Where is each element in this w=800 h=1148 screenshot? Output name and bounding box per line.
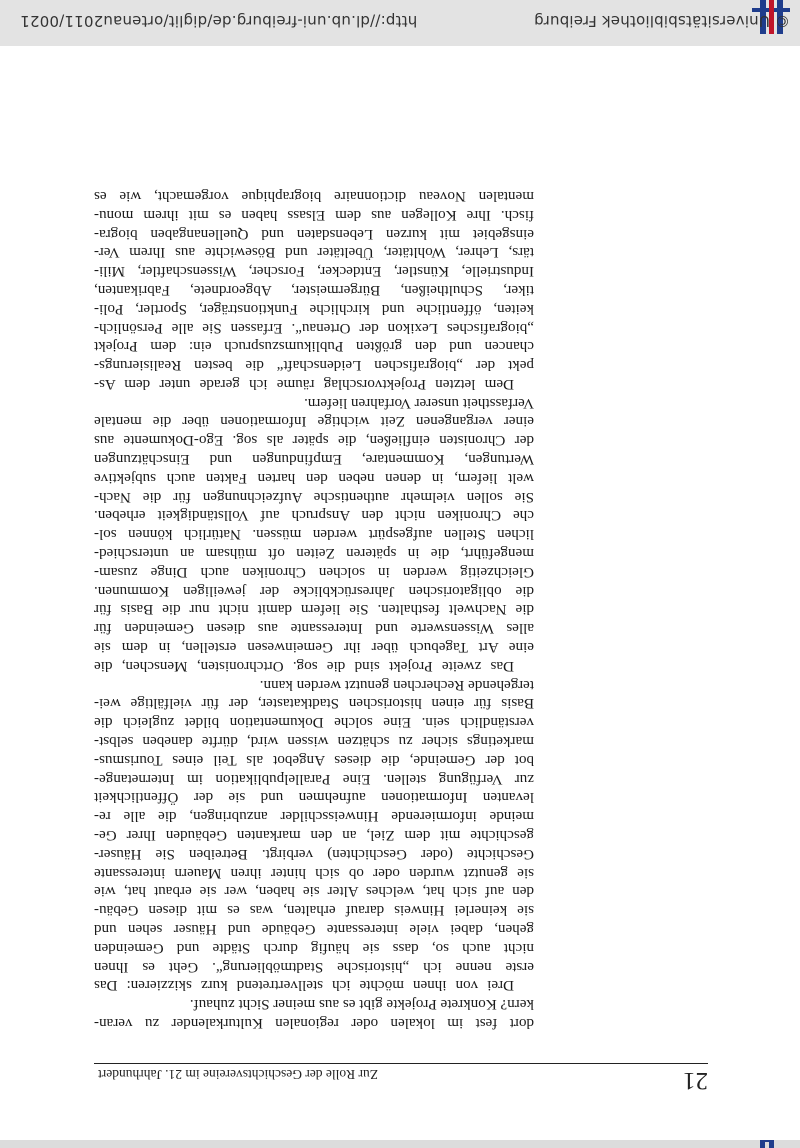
text-line: Sie sollen vielmehr authentische Aufzeichnungen für die Nach- xyxy=(94,488,534,505)
text-line: die obligatorischen Jahresrückblicke der jeweiligen Kommunen. xyxy=(94,582,534,599)
text-line: mentalen Noveau dictionnaire biographique vorgemacht, wie es xyxy=(94,187,534,204)
text-line: gehen, dabei viele interessante Gebäude und Häuser sehen und xyxy=(94,921,534,938)
text-line: lichen Stellen aufgespürt werden müssen. Natürlich können sol- xyxy=(94,526,534,543)
text-line: dort fest im lokalen oder regionalen Kulturkalender zu veran- xyxy=(94,1015,534,1031)
text-line: „biografisches Lexikon der Ortenau“. Erfassen Sie alle Persönlich- xyxy=(94,319,534,336)
source-url-link[interactable]: http://dl.ub.uni-freiburg.de/diglit/ortenau2011/0021 xyxy=(20,12,418,30)
text-line: der Chronisten einfließen, die später als sog. Ego-Dokumente aus xyxy=(94,432,534,449)
text-line: den auf sich hat, welches Alter sie haben, wer sie erbaut hat, wie xyxy=(94,883,534,900)
text-line: geschichte mit dem Ziel, an den markanten Gebäuden Ihrer Ge- xyxy=(94,827,534,844)
text-line: einer vergangenen Zeit wichtige Informationen über die mentale xyxy=(94,413,534,430)
text-line: Industrielle, Künstler, Entdecker, Forscher, Wissenschaftler, Mili- xyxy=(94,263,534,280)
copyright-notice: © Universitätsbibliothek Freiburg xyxy=(533,12,790,30)
text-line: kern? Konkrete Projekte gibt es aus meiner Sicht zuhauf. xyxy=(189,996,534,1013)
running-head: Zur Rolle der Geschichtsvereine im 21. Jahrhundert xyxy=(98,1067,379,1082)
text-line: pekt der „biografischen Leidenschaft“ die besten Realisierungs- xyxy=(94,357,534,374)
text-line: verständlich sein. Eine solche Dokumentation bildet zugleich die xyxy=(94,714,534,731)
text-line: Verfasstheit unserer Vorfahren liefern. xyxy=(304,394,534,411)
text-line: tärs, Lehrer, Wohltäter, Übeltäter und Bösewichte aus Ihrem Ver- xyxy=(94,244,534,261)
text-line: meinde informierende Hinweisschilder anzubringen, die alle re- xyxy=(94,808,534,825)
text-line: Geschichte (oder Geschichten) verbirgt. Betreiben Sie Häuser- xyxy=(94,845,534,862)
text-line: einsgebiet mit kurzen Lebensdaten und Quellenangaben biogra- xyxy=(94,225,534,242)
text-line: die Nachwelt festhalten. Sie liefern damit nicht nur die Basis für xyxy=(94,601,534,618)
text-line: alles Wissenswerte und Interessante aus diesen Gemeinden für xyxy=(94,620,534,637)
source-url-line xyxy=(20,8,800,30)
text-line: fisch. Ihre Kollegen aus dem Elsass haben es mit ihrem monu- xyxy=(94,206,534,223)
text-line: Wertungen, Kommentare, Empfindungen und Einschätzungen xyxy=(94,451,534,468)
text-line: Basis für einen historischen Stadtkataster, der für vielfältige wei- xyxy=(94,695,534,712)
text-line: keiten, öffentliche und kirchliche Funktionsträger, Sportler, Poli- xyxy=(94,300,534,317)
text-line: Das zweite Projekt sind die sog. Ortchronisten, Menschen, die xyxy=(94,657,514,674)
text-line: eine Art Tagebuch über ihr Gemeinwesen erstellen, in dem sie xyxy=(94,639,534,656)
text-line: tergehende Recherchen genutzt werden kann. xyxy=(259,676,534,693)
text-line: bot der Gemeinde, die dieses Angebot als Teil eines Tourismus- xyxy=(94,751,534,768)
text-line: sie keinerlei Hinweis darauf erhalten, was es mit diesen Gebäu- xyxy=(94,902,534,919)
text-line: nicht auch so, dass sie häufig durch Städte und Gemeinden xyxy=(94,939,534,956)
text-line: Gleichzeitig werden in solchen Chroniken auch Dinge zusam- xyxy=(94,563,534,580)
body-text xyxy=(94,186,534,1032)
text-line: marketings sicher zu schätzen wissen wird, dürfte daneben selbst- xyxy=(94,733,534,750)
page-header xyxy=(94,1063,708,1094)
text-line: tiker, Schultheißen, Bürgermeister, Abgeordnete, Fabrikanten, xyxy=(94,281,534,298)
text-line: welt liefern, in denen neben den harten Fakten auch subjektive xyxy=(94,469,534,486)
text-line: sie genutzt wurden oder ob sich hinter ihren Mauern interessante xyxy=(94,864,534,881)
text-line: mengeführt, die in späteren Zeiten oft mühsam an unterschied- xyxy=(94,545,534,562)
text-line: levanten Informationen aufnehmen und sie der Öffentlichkeit xyxy=(94,789,534,806)
text-line: Drei von ihnen möchte ich stellvertretend kurz skizzieren: Das xyxy=(94,977,514,994)
page-number: 21 xyxy=(683,1067,708,1094)
text-line: zur Verfügung stellen. Eine Parallelpublikation im Internetange- xyxy=(94,770,534,787)
text-line: chancen und den größten Publikumszuspruch ein: dem Projekt xyxy=(94,338,534,355)
text-line: erste nenne ich „historische Stadtmöblierung“. Geht es Ihnen xyxy=(94,958,534,975)
text-line: che Chroniken nicht den Anspruch auf Vollständigkeit erheben. xyxy=(94,507,534,524)
text-line: Dem letzten Projektvorschlag räume ich gerade unter dem As- xyxy=(94,375,514,392)
